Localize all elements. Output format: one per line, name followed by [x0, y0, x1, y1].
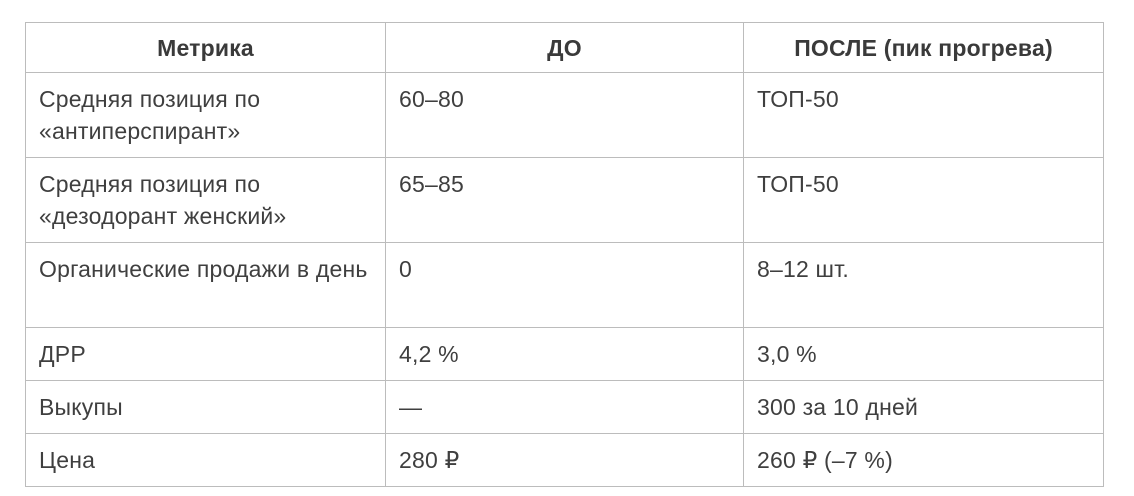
cell-metric: ДРР: [26, 328, 386, 381]
header-row: [26, 23, 1104, 73]
cell-before: 0: [386, 243, 744, 328]
cell-before: 280 ₽: [386, 434, 744, 487]
cell-metric: Средняя позиция по «дезодорант женский»: [26, 158, 386, 243]
cell-before: 4,2 %: [386, 328, 744, 381]
table-header: [26, 23, 1104, 73]
table-row: [26, 158, 1104, 243]
cell-after: 300 за 10 дней: [744, 381, 1104, 434]
cell-after: 3,0 %: [744, 328, 1104, 381]
cell-before: 60–80: [386, 73, 744, 158]
cell-after: ТОП-50: [744, 158, 1104, 243]
cell-metric: Средняя позиция по «антиперспирант»: [26, 73, 386, 158]
cell-after: ТОП-50: [744, 73, 1104, 158]
cell-after: 260 ₽ (–7 %): [744, 434, 1104, 487]
column-header-metric: Метрика: [26, 23, 386, 73]
cell-before: 65–85: [386, 158, 744, 243]
table-row: [26, 381, 1104, 434]
column-header-before: ДО: [386, 23, 744, 73]
table-row: [26, 328, 1104, 381]
cell-before: —: [386, 381, 744, 434]
cell-metric: Выкупы: [26, 381, 386, 434]
cell-metric: Органические продажи в день: [26, 243, 386, 328]
table-row: [26, 73, 1104, 158]
table-row: [26, 434, 1104, 487]
metrics-table: [25, 22, 1104, 487]
cell-after: 8–12 шт.: [744, 243, 1104, 328]
table-row: [26, 243, 1104, 328]
cell-metric: Цена: [26, 434, 386, 487]
table-body: [26, 73, 1104, 487]
column-header-after: ПОСЛЕ (пик прогрева): [744, 23, 1104, 73]
